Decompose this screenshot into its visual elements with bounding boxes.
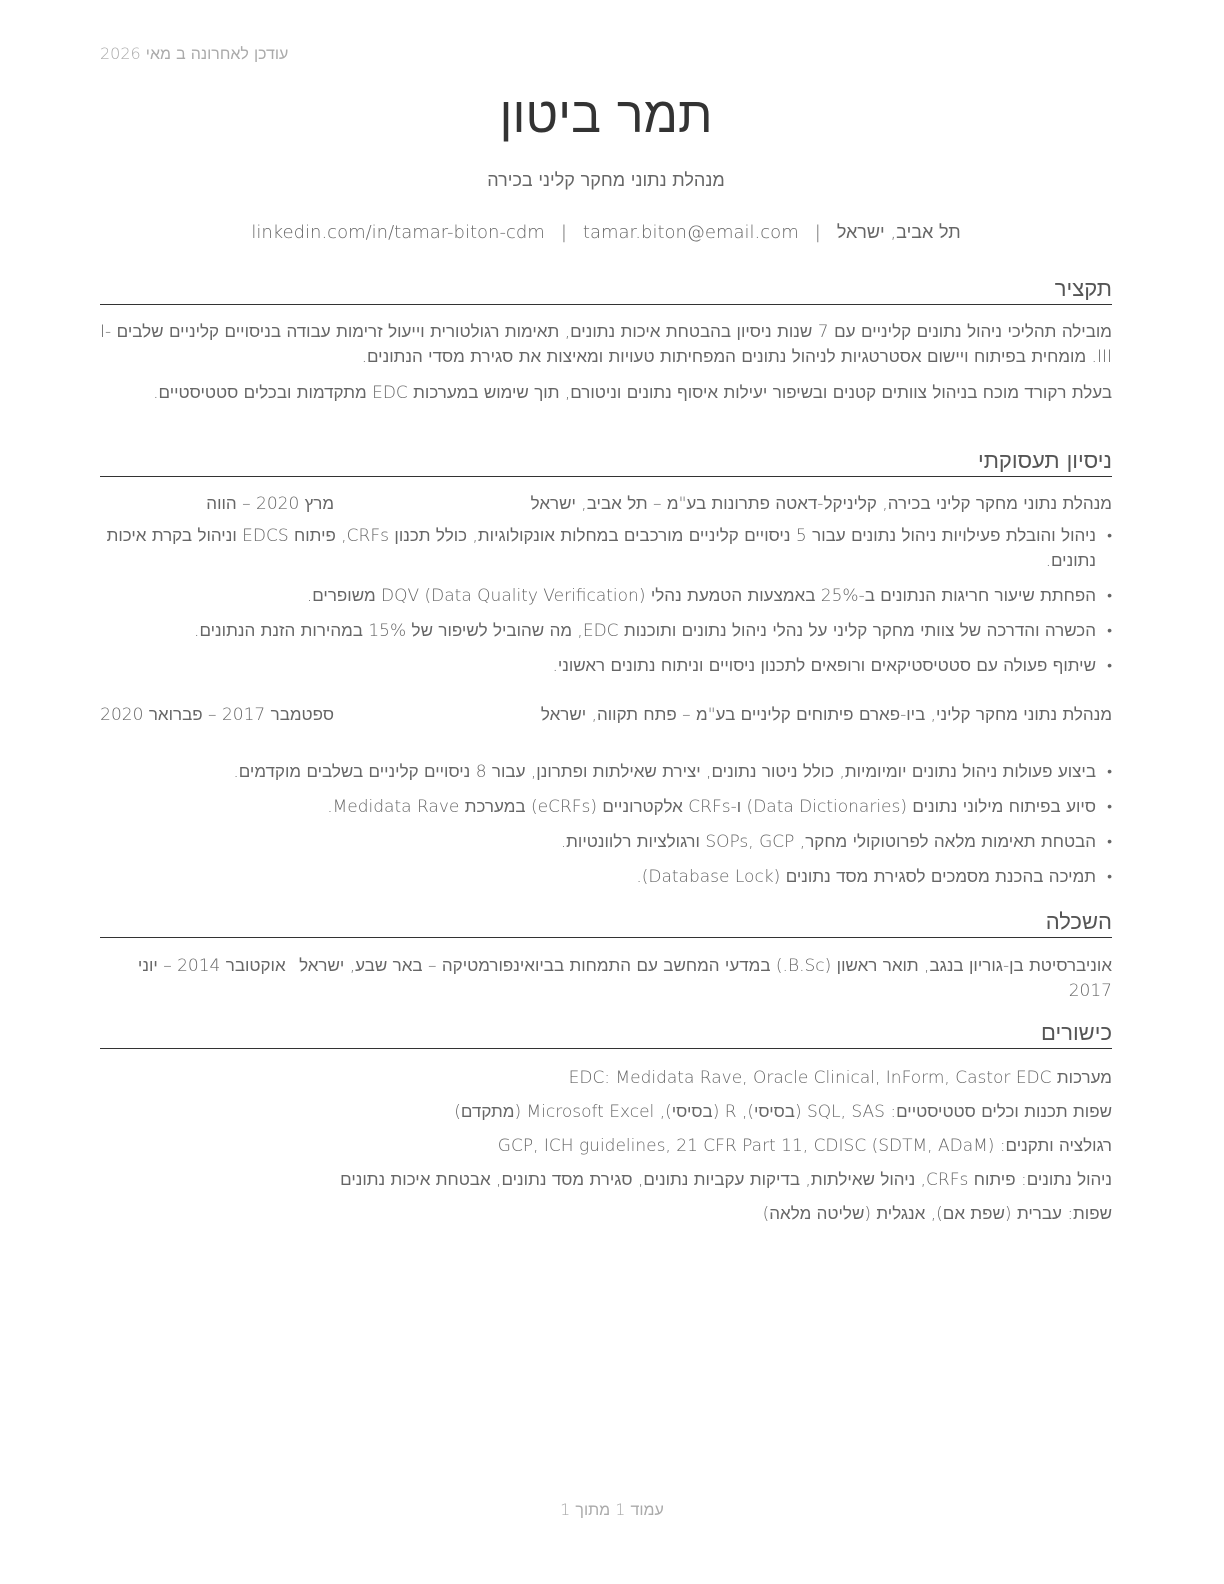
- section-heading-summary: תקציר: [100, 277, 1112, 305]
- section-heading-skills: כישורים: [100, 1021, 1112, 1049]
- email-link[interactable]: tamar.biton@email.com: [582, 222, 799, 243]
- bullet-item: • סיוע בפיתוח מילוני נתונים (Data Dictionaries) ו-CRFs אלקטרוניים (eCRFs) במערכת Medidata Rave.: [100, 795, 1112, 820]
- last-updated: עודכן לאחרונה ב מאי 2026: [100, 44, 289, 63]
- summary-paragraph-2: בעלת רקורד מוכח בניהול צוותים קטנים ובשיפור יעילות איסוף נתונים וניטורם, תוך שימוש במערכות EDC מתקדמות ובכלים סטטיסטיים.: [153, 383, 1112, 403]
- job-role: מנהלת נתוני מחקר קליני בכירה, קליניקל-דאטה פתרונות בע"מ – תל אביב, ישראל: [530, 494, 1112, 514]
- skills-line: שפות תכנות וכלים סטטיסטיים: SQL, SAS (בסיסי), R (בסיסי), Microsoft Excel (מתקדם): [454, 1102, 1112, 1122]
- resume-page: [100, 0, 1112, 1584]
- job-role: מנהלת נתוני מחקר קליני, ביו-פארם פיתוחים קליניים בע"מ – פתח תקווה, ישראל: [540, 705, 1112, 725]
- section-heading-experience: ניסיון תעסוקתי: [100, 449, 1112, 477]
- bullet-item: • ביצוע פעולות ניהול נתונים יומיומיות, כולל ניטור נתונים, יצירת שאילתות ופתרונן, עבור 8 ניסויים קליניים בשלבים מוקדמים.: [100, 760, 1112, 785]
- separator: |: [560, 222, 567, 243]
- bullet-item: • ניהול והובלת פעילויות ניהול נתונים עבור 5 ניסויים קליניים מורכבים במחלות אונקולוגיות, כולל תכנון CRFs, פיתוח EDCS וניהול בקרת איכות נתונים.: [100, 524, 1112, 574]
- skills-line: רגולציה ותקנים: GCP, ICH guidelines, 21 CFR Part 11, CDISC (SDTM, ADaM): [497, 1136, 1112, 1156]
- job-dates: מרץ 2020 – הווה: [206, 494, 334, 514]
- bullet-item: • הכשרה והדרכה של צוותי מחקר קליני על נהלי ניהול נתונים ותוכנות EDC, מה שהוביל לשיפור של 15% במהירות הזנת הנתונים.: [100, 619, 1112, 644]
- separator: |: [814, 222, 821, 243]
- summary-paragraph-1: מובילה תהליכי ניהול נתונים קליניים עם 7 שנות ניסיון בהבטחת איכות נתונים, תאימות רגולטורית וייעול זרימות עבודה בניסויים קליניים שלבים I-III. מומחית בפיתוח ויישום אסטרטגיות לניהול נתונים המפחיתות טעויות ומאיצות את סגירת מסדי הנתונים.: [100, 322, 1112, 367]
- skills-line: שפות: עברית (שפת אם), אנגלית (שליטה מלאה): [762, 1204, 1112, 1224]
- education-entry: [100, 954, 1112, 1004]
- skills-line: מערכות EDC: Medidata Rave, Oracle Clinical, InForm, Castor EDC: [568, 1068, 1112, 1088]
- section-heading-education: השכלה: [100, 910, 1112, 938]
- bullet-item: • שיתוף פעולה עם סטטיסטיקאים ורופאים לתכנון ניסויים וניתוח נתונים ראשוני.: [100, 654, 1112, 679]
- job-dates: ספטמבר 2017 – פברואר 2020: [100, 705, 334, 725]
- bullet-item: • הפחתת שיעור חריגות הנתונים ב-25% באמצעות הטמעת נהלי DQV (Data Quality Verification) משופרים.: [100, 584, 1112, 609]
- job-bullets: [100, 760, 1112, 890]
- contact-line: [100, 222, 1112, 243]
- page-number: עמוד 1 מתוך 1: [560, 1500, 664, 1519]
- bullet-item: • הבטחת תאימות מלאה לפרוטוקולי מחקר, SOPs, GCP ורגולציות רלוונטיות.: [100, 830, 1112, 855]
- candidate-title: מנהלת נתוני מחקר קליני בכירה: [487, 170, 725, 191]
- job-bullets: [100, 524, 1112, 679]
- education-dates: אוקטובר 2014 – יוני 2017: [137, 956, 1112, 1001]
- linkedin-link[interactable]: linkedin.com/in/tamar-biton-cdm: [251, 222, 545, 243]
- location: תל אביב, ישראל: [836, 222, 961, 243]
- candidate-name: תמר ביטון: [499, 86, 713, 144]
- skills-line: ניהול נתונים: פיתוח CRFs, ניהול שאילתות, בדיקות עקביות נתונים, סגירת מסד נתונים, אבטחת איכות נתונים: [340, 1170, 1112, 1190]
- bullet-item: • תמיכה בהכנת מסמכים לסגירת מסד נתונים (Database Lock).: [100, 865, 1112, 890]
- education-text: אוניברסיטת בן-גוריון בנגב, תואר ראשון (B.Sc.) במדעי המחשב עם התמחות בביואינפורמטיקה – באר שבע, ישראל: [299, 956, 1112, 976]
